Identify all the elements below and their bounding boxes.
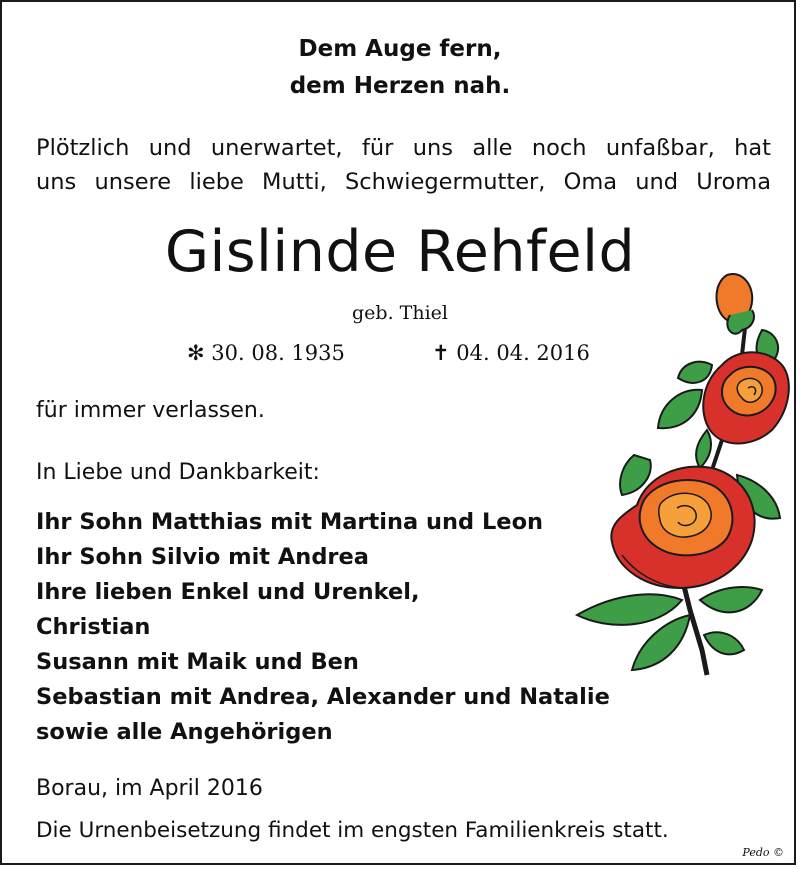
- birth-date: ✻ 30. 08. 1935: [187, 341, 345, 365]
- mourner-line: Ihre lieben Enkel und Urenkel,: [36, 579, 420, 605]
- mourner-line: Ihr Sohn Matthias mit Martina und Leon: [36, 509, 544, 535]
- motto-line-1: Dem Auge fern,: [298, 36, 502, 62]
- mourner-line: Christian: [36, 614, 151, 640]
- burial-note: Die Urnenbeisetzung findet im engsten Familienkreis statt.: [36, 818, 669, 843]
- mourner-line: Susann mit Maik und Ben: [36, 649, 359, 675]
- place-date: Borau, im April 2016: [36, 776, 263, 801]
- mourner-line: sowie alle Angehörigen: [36, 719, 333, 745]
- rose-icon: [562, 270, 797, 688]
- motto-line-2: dem Herzen nah.: [289, 73, 511, 99]
- deceased-name: Gislinde Rehfeld: [164, 219, 636, 285]
- death-date: ✝ 04. 04. 2016: [432, 341, 590, 365]
- intro-line-2: uns unsere liebe Mutti, Schwiegermutter, Oma und Uroma: [36, 169, 771, 195]
- maiden-name: geb. Thiel: [352, 302, 448, 324]
- intro-line-1: Plötzlich und unerwartet, für uns alle noch unfaßbar, hat: [36, 135, 771, 161]
- mourners-heading: In Liebe und Dankbarkeit:: [36, 460, 320, 485]
- mourner-line: Sebastian mit Andrea, Alexander und Natalie: [36, 684, 610, 710]
- closing-line: für immer verlassen.: [36, 398, 265, 423]
- mourner-line: Ihr Sohn Silvio mit Andrea: [36, 544, 369, 570]
- artist-credit: Pedo ©: [742, 846, 784, 859]
